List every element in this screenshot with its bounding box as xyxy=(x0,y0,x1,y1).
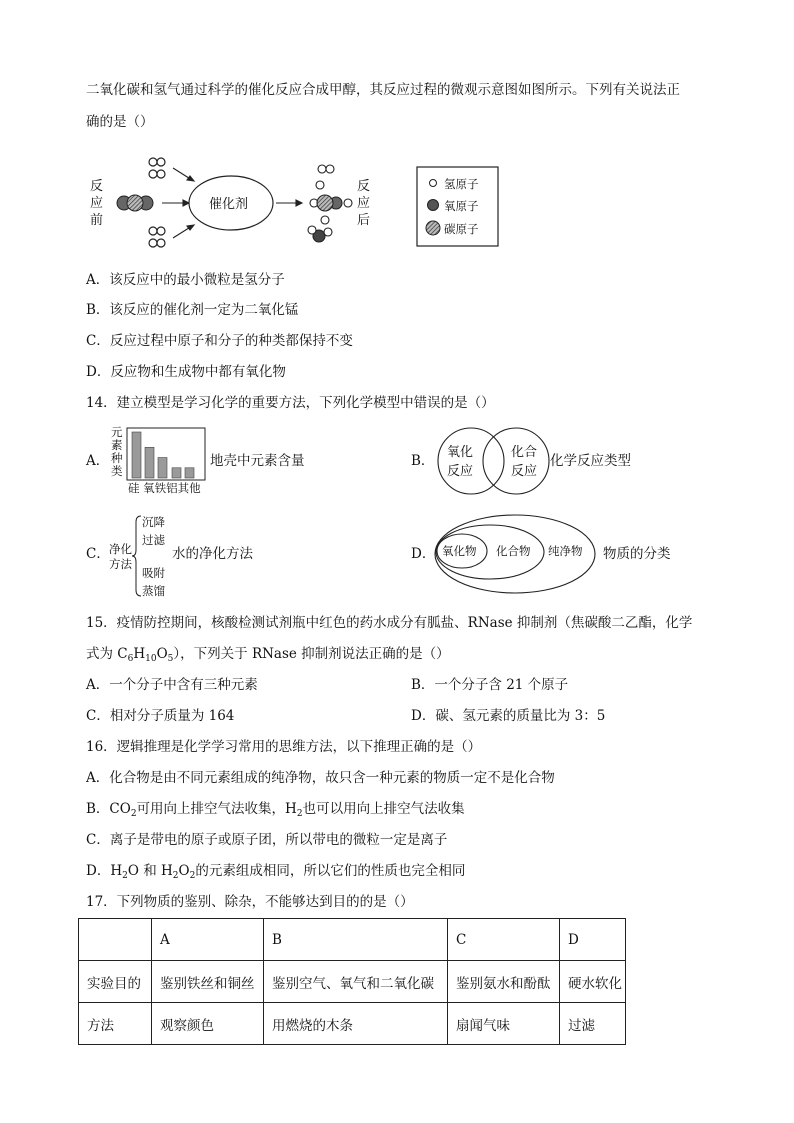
ylabel-char-4: 类 xyxy=(111,464,123,478)
q15-option-b: B．一个分子含 21 个原子 xyxy=(411,677,569,693)
q13-option-d: D．反应物和生成物中都有氧化物 xyxy=(86,364,286,380)
legend-hydrogen: 氢原子 xyxy=(444,177,479,191)
q14-stem: 14．建立模型是学习化学的重要方法，下列化学模型中错误的是（） xyxy=(86,395,495,411)
catalyst-label: 催化剂 xyxy=(209,197,249,212)
water-purification-tree xyxy=(108,510,176,602)
method-4: 蒸馏 xyxy=(142,584,165,598)
table-row xyxy=(79,1003,626,1045)
venn-left-line1: 氧化 xyxy=(447,445,474,460)
table-cell: 观察颜色 xyxy=(152,1003,264,1045)
table-cell: 硬水软化 xyxy=(560,961,626,1003)
oxide-label: 氧化物 xyxy=(442,544,477,558)
q16-option-a: A．化合物是由不同元素组成的纯净物，故只含一种元素的物质一定不是化合物 xyxy=(86,770,555,786)
table-cell: 过滤 xyxy=(560,1003,626,1045)
q13-option-c: C．反应过程中原子和分子的种类都保持不变 xyxy=(86,333,353,349)
co2-molecule xyxy=(117,195,153,211)
purify-label-line1: 净化 xyxy=(109,542,132,556)
q14-d-caption: 物质的分类 xyxy=(603,546,671,562)
table-cell xyxy=(79,919,152,961)
q13-stem-line1: 二氧化碳和氢气通过科学的催化反应合成甲醇，其反应过程的微观示意图如图所示。下列有关说法正 xyxy=(86,82,680,98)
after-char-1: 反 xyxy=(357,179,371,194)
purify-label-line2: 方法 xyxy=(109,557,132,571)
table-cell: 扇闻气味 xyxy=(448,1003,560,1045)
crust-element-bar-chart xyxy=(110,424,210,496)
before-char-3: 前 xyxy=(90,213,104,228)
h2-molecule-bottom xyxy=(149,227,165,247)
bar xyxy=(185,468,194,478)
method-1: 沉降 xyxy=(142,515,165,529)
h2-molecule-top xyxy=(149,158,165,178)
method-2: 过滤 xyxy=(142,533,165,547)
q14-b-caption: 化学反应类型 xyxy=(550,453,631,469)
q15-option-d: D．碳、氢元素的质量比为 3：5 xyxy=(411,708,606,724)
ylabel-char-1: 元 xyxy=(111,425,123,439)
combination-circle xyxy=(483,428,549,494)
oxidation-circle xyxy=(438,428,504,494)
table-header-row xyxy=(79,919,626,961)
q16-option-b: B．$CO_2$可用向上排空气法收集，$H_2$也可以用向上排空气法收集 xyxy=(86,801,465,819)
table-cell: D xyxy=(560,919,626,961)
q15-option-a: A．一个分子中含有三种元素 xyxy=(86,677,258,693)
water-molecule xyxy=(308,226,332,242)
q13-option-b: B．该反应的催化剂一定为二氧化锰 xyxy=(86,302,299,318)
ylabel-char-3: 种 xyxy=(111,451,123,465)
carbon-swatch xyxy=(426,221,440,235)
q14-a-label: A． xyxy=(86,453,110,469)
q15-option-c: C．相对分子质量为 164 xyxy=(86,708,235,724)
bar xyxy=(132,432,141,478)
table-cell: 鉴别空气、氧气和二氧化碳 xyxy=(264,961,448,1003)
q14-d-label: D． xyxy=(411,546,436,562)
venn-right-line2: 反应 xyxy=(511,464,538,479)
table-cell: B xyxy=(264,919,448,961)
table-cell: 实验目的 xyxy=(79,961,152,1003)
q17-table xyxy=(78,918,626,1045)
table-cell: 鉴别铁丝和铜丝 xyxy=(152,961,264,1003)
legend-carbon: 碳原子 xyxy=(444,222,479,236)
methanol-molecule xyxy=(310,165,352,224)
after-char-2: 应 xyxy=(357,196,371,211)
venn-left-line2: 反应 xyxy=(447,464,474,479)
reaction-micro-diagram xyxy=(86,150,506,250)
q14-b-label: B． xyxy=(411,453,435,469)
table-row xyxy=(79,961,626,1003)
table-cell: 用燃烧的木条 xyxy=(264,1003,448,1045)
pure-substance-label: 纯净物 xyxy=(548,544,583,558)
bar-xlabels: 硅 氧铁铝其他 xyxy=(128,481,201,495)
hydrogen-swatch xyxy=(430,180,437,187)
bar xyxy=(145,447,154,478)
q16-option-d: D．$H_2O$ 和 $H_2O_2$的元素组成相同，所以它们的性质也完全相同 xyxy=(86,863,466,881)
q14-a-caption: 地壳中元素含量 xyxy=(210,453,305,469)
q13-stem-line2: 确的是（） xyxy=(86,114,154,130)
bars-group xyxy=(132,432,194,478)
q15-stem-line2: 式为 $C_6H_{10}O_5$），下列关于 RNase 抑制剂说法正确的是（） xyxy=(86,646,450,664)
bar xyxy=(172,468,181,478)
q14-c-label: C． xyxy=(86,546,110,562)
table-cell: C xyxy=(448,919,560,961)
ylabel-char-2: 素 xyxy=(111,438,123,452)
compound-label: 化合物 xyxy=(496,544,531,558)
q14-c-caption: 水的净化方法 xyxy=(172,546,253,562)
q15-stem-line1: 15．疫情防控期间，核酸检测试剂瓶中红色的药水成分有胍盐、RNase 抑制剂（焦碳酸二乙酯，化学 xyxy=(86,615,693,631)
q16-stem: 16．逻辑推理是化学学习常用的思维方法，以下推理正确的是（） xyxy=(86,739,482,755)
bar xyxy=(158,458,167,478)
table-cell: 方法 xyxy=(79,1003,152,1045)
oxygen-swatch xyxy=(428,200,439,211)
table-cell: A xyxy=(152,919,264,961)
reaction-type-venn xyxy=(436,425,552,497)
q17-stem: 17．下列物质的鉴别、除杂，不能够达到目的的是（） xyxy=(86,894,414,910)
table-cell: 鉴别氨水和酚酞 xyxy=(448,961,560,1003)
before-char-2: 应 xyxy=(90,196,104,211)
q16-option-c: C．离子是带电的原子或原子团，所以带电的微粒一定是离子 xyxy=(86,832,448,848)
legend-oxygen: 氧原子 xyxy=(444,199,479,213)
after-char-3: 后 xyxy=(357,213,371,228)
method-3: 吸附 xyxy=(142,566,165,580)
q13-option-a: A．该反应中的最小微粒是氢分子 xyxy=(86,272,285,288)
matter-classification-diagram xyxy=(432,512,602,596)
before-char-1: 反 xyxy=(90,179,104,194)
venn-right-line1: 化合 xyxy=(511,445,538,460)
